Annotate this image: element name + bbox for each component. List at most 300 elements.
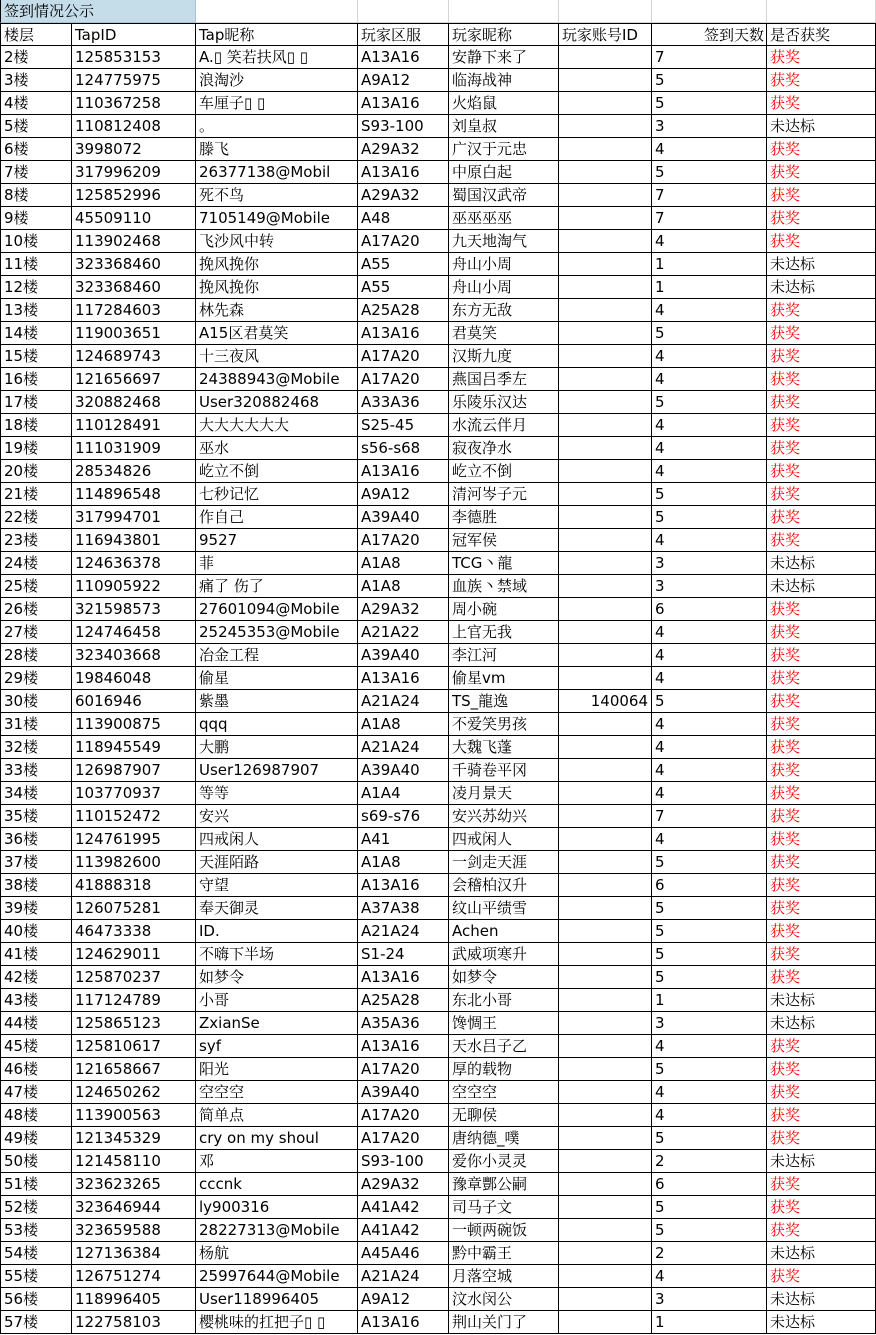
player-nickname-cell[interactable]: 大魏飞蓬 <box>449 736 559 759</box>
account-id-cell[interactable] <box>559 276 652 299</box>
tapid-cell[interactable]: 126987907 <box>72 759 196 782</box>
checkin-days-cell[interactable]: 4 <box>652 345 767 368</box>
tap-nickname-cell[interactable]: 杨航 <box>196 1242 358 1265</box>
tapid-cell[interactable]: 323368460 <box>72 276 196 299</box>
account-id-cell[interactable] <box>559 1173 652 1196</box>
player-nickname-cell[interactable]: 冠军侯 <box>449 529 559 552</box>
player-nickname-cell[interactable]: 一顿两碗饭 <box>449 1219 559 1242</box>
floor-cell[interactable]: 16楼 <box>0 368 72 391</box>
player-nickname-cell[interactable]: 燕国吕季左 <box>449 368 559 391</box>
floor-cell[interactable]: 45楼 <box>0 1035 72 1058</box>
account-id-cell[interactable] <box>559 828 652 851</box>
tapid-cell[interactable]: 124650262 <box>72 1081 196 1104</box>
account-id-cell[interactable] <box>559 115 652 138</box>
award-status-cell[interactable]: 未达标 <box>767 575 876 598</box>
tapid-cell[interactable]: 323368460 <box>72 253 196 276</box>
tapid-cell[interactable]: 113902468 <box>72 230 196 253</box>
player-nickname-cell[interactable]: 会稽柏汉升 <box>449 874 559 897</box>
empty-cell[interactable] <box>767 0 876 23</box>
server-cell[interactable]: A17A20 <box>358 230 449 253</box>
checkin-days-cell[interactable]: 7 <box>652 207 767 230</box>
tapid-cell[interactable]: 122758103 <box>72 1311 196 1334</box>
award-status-cell[interactable]: 未达标 <box>767 552 876 575</box>
award-status-cell[interactable]: 获奖 <box>767 368 876 391</box>
award-status-cell[interactable]: 未达标 <box>767 1242 876 1265</box>
floor-cell[interactable]: 35楼 <box>0 805 72 828</box>
account-id-cell[interactable] <box>559 621 652 644</box>
server-cell[interactable]: A1A8 <box>358 713 449 736</box>
player-nickname-cell[interactable]: 空空空 <box>449 1081 559 1104</box>
floor-cell[interactable]: 54楼 <box>0 1242 72 1265</box>
tap-nickname-cell[interactable]: 菲 <box>196 552 358 575</box>
tap-nickname-cell[interactable]: 28227313@Mobile <box>196 1219 358 1242</box>
player-nickname-cell[interactable]: Achen <box>449 920 559 943</box>
floor-cell[interactable]: 49楼 <box>0 1127 72 1150</box>
player-nickname-cell[interactable]: 水流云伴月 <box>449 414 559 437</box>
server-cell[interactable]: S25-45 <box>358 414 449 437</box>
tap-nickname-cell[interactable]: cry on my shoul <box>196 1127 358 1150</box>
tap-nickname-cell[interactable]: 大鹏 <box>196 736 358 759</box>
server-cell[interactable]: A29A32 <box>358 598 449 621</box>
account-id-cell[interactable] <box>559 782 652 805</box>
account-id-cell[interactable] <box>559 69 652 92</box>
account-id-cell[interactable] <box>559 161 652 184</box>
award-status-cell[interactable]: 获奖 <box>767 1058 876 1081</box>
column-header-checkin-days[interactable]: 签到天数 <box>652 23 767 46</box>
account-id-cell[interactable] <box>559 1081 652 1104</box>
player-nickname-cell[interactable]: 一剑走天涯 <box>449 851 559 874</box>
player-nickname-cell[interactable]: 司马子文 <box>449 1196 559 1219</box>
tap-nickname-cell[interactable]: 奉天御灵 <box>196 897 358 920</box>
player-nickname-cell[interactable]: TCG丶龍 <box>449 552 559 575</box>
account-id-cell[interactable] <box>559 966 652 989</box>
checkin-days-cell[interactable]: 4 <box>652 460 767 483</box>
checkin-days-cell[interactable]: 4 <box>652 437 767 460</box>
server-cell[interactable]: S1-24 <box>358 943 449 966</box>
server-cell[interactable]: A25A28 <box>358 299 449 322</box>
player-nickname-cell[interactable]: 天水吕子乙 <box>449 1035 559 1058</box>
tap-nickname-cell[interactable]: 冶金工程 <box>196 644 358 667</box>
checkin-days-cell[interactable]: 5 <box>652 391 767 414</box>
account-id-cell[interactable] <box>559 529 652 552</box>
checkin-days-cell[interactable]: 4 <box>652 1104 767 1127</box>
account-id-cell[interactable] <box>559 644 652 667</box>
checkin-days-cell[interactable]: 3 <box>652 115 767 138</box>
floor-cell[interactable]: 12楼 <box>0 276 72 299</box>
account-id-cell[interactable] <box>559 184 652 207</box>
tap-nickname-cell[interactable]: 巫水 <box>196 437 358 460</box>
award-status-cell[interactable]: 获奖 <box>767 345 876 368</box>
tapid-cell[interactable]: 110812408 <box>72 115 196 138</box>
tap-nickname-cell[interactable]: 。 <box>196 115 358 138</box>
account-id-cell[interactable] <box>559 874 652 897</box>
floor-cell[interactable]: 39楼 <box>0 897 72 920</box>
floor-cell[interactable]: 36楼 <box>0 828 72 851</box>
tapid-cell[interactable]: 323623265 <box>72 1173 196 1196</box>
server-cell[interactable]: A39A40 <box>358 759 449 782</box>
floor-cell[interactable]: 48楼 <box>0 1104 72 1127</box>
award-status-cell[interactable]: 获奖 <box>767 644 876 667</box>
server-cell[interactable]: A1A8 <box>358 575 449 598</box>
tap-nickname-cell[interactable]: 如梦令 <box>196 966 358 989</box>
player-nickname-cell[interactable]: 上官无我 <box>449 621 559 644</box>
account-id-cell[interactable] <box>559 920 652 943</box>
checkin-days-cell[interactable]: 4 <box>652 736 767 759</box>
checkin-days-cell[interactable]: 4 <box>652 1081 767 1104</box>
tap-nickname-cell[interactable]: 25997644@Mobile <box>196 1265 358 1288</box>
tap-nickname-cell[interactable]: User320882468 <box>196 391 358 414</box>
floor-cell[interactable]: 22楼 <box>0 506 72 529</box>
tap-nickname-cell[interactable]: 简单点 <box>196 1104 358 1127</box>
tap-nickname-cell[interactable]: 27601094@Mobile <box>196 598 358 621</box>
checkin-days-cell[interactable]: 4 <box>652 138 767 161</box>
floor-cell[interactable]: 25楼 <box>0 575 72 598</box>
checkin-days-cell[interactable]: 5 <box>652 966 767 989</box>
tapid-cell[interactable]: 3998072 <box>72 138 196 161</box>
player-nickname-cell[interactable]: 寂夜净水 <box>449 437 559 460</box>
award-status-cell[interactable]: 获奖 <box>767 621 876 644</box>
player-nickname-cell[interactable]: 月落空城 <box>449 1265 559 1288</box>
tap-nickname-cell[interactable]: 七秒记忆 <box>196 483 358 506</box>
floor-cell[interactable]: 33楼 <box>0 759 72 782</box>
tapid-cell[interactable]: 113900563 <box>72 1104 196 1127</box>
checkin-days-cell[interactable]: 4 <box>652 782 767 805</box>
award-status-cell[interactable]: 获奖 <box>767 414 876 437</box>
floor-cell[interactable]: 51楼 <box>0 1173 72 1196</box>
server-cell[interactable]: A37A38 <box>358 897 449 920</box>
tap-nickname-cell[interactable]: 等等 <box>196 782 358 805</box>
server-cell[interactable]: A35A36 <box>358 1012 449 1035</box>
empty-cell[interactable] <box>652 0 767 23</box>
column-header-account-id[interactable]: 玩家账号ID <box>559 23 652 46</box>
server-cell[interactable]: A33A36 <box>358 391 449 414</box>
award-status-cell[interactable]: 获奖 <box>767 851 876 874</box>
checkin-days-cell[interactable]: 5 <box>652 920 767 943</box>
checkin-days-cell[interactable]: 5 <box>652 92 767 115</box>
tapid-cell[interactable]: 46473338 <box>72 920 196 943</box>
tap-nickname-cell[interactable]: A15区君莫笑 <box>196 322 358 345</box>
tapid-cell[interactable]: 119003651 <box>72 322 196 345</box>
checkin-days-cell[interactable]: 7 <box>652 805 767 828</box>
server-cell[interactable]: A13A16 <box>358 92 449 115</box>
award-status-cell[interactable]: 获奖 <box>767 1081 876 1104</box>
tapid-cell[interactable]: 124636378 <box>72 552 196 575</box>
floor-cell[interactable]: 6楼 <box>0 138 72 161</box>
tap-nickname-cell[interactable]: 偷星 <box>196 667 358 690</box>
server-cell[interactable]: A21A24 <box>358 690 449 713</box>
award-status-cell[interactable]: 获奖 <box>767 69 876 92</box>
tap-nickname-cell[interactable]: 车厘子▯ ▯ <box>196 92 358 115</box>
checkin-days-cell[interactable]: 3 <box>652 552 767 575</box>
player-nickname-cell[interactable]: 巫巫巫巫 <box>449 207 559 230</box>
checkin-days-cell[interactable]: 5 <box>652 690 767 713</box>
checkin-days-cell[interactable]: 2 <box>652 1242 767 1265</box>
tapid-cell[interactable]: 28534826 <box>72 460 196 483</box>
account-id-cell[interactable] <box>559 575 652 598</box>
award-status-cell[interactable]: 未达标 <box>767 1150 876 1173</box>
account-id-cell[interactable] <box>559 1219 652 1242</box>
server-cell[interactable]: A21A24 <box>358 920 449 943</box>
tapid-cell[interactable]: 125865123 <box>72 1012 196 1035</box>
checkin-days-cell[interactable]: 4 <box>652 414 767 437</box>
player-nickname-cell[interactable]: 东方无敌 <box>449 299 559 322</box>
tap-nickname-cell[interactable]: 挽风挽你 <box>196 276 358 299</box>
server-cell[interactable]: A55 <box>358 276 449 299</box>
server-cell[interactable]: A1A8 <box>358 552 449 575</box>
floor-cell[interactable]: 8楼 <box>0 184 72 207</box>
account-id-cell[interactable] <box>559 1242 652 1265</box>
player-nickname-cell[interactable]: 千骑卷平冈 <box>449 759 559 782</box>
server-cell[interactable]: A13A16 <box>358 46 449 69</box>
tap-nickname-cell[interactable]: 安兴 <box>196 805 358 828</box>
floor-cell[interactable]: 2楼 <box>0 46 72 69</box>
server-cell[interactable]: A17A20 <box>358 1104 449 1127</box>
player-nickname-cell[interactable]: 舟山小周 <box>449 253 559 276</box>
player-nickname-cell[interactable]: 豫章酆公嗣 <box>449 1173 559 1196</box>
account-id-cell[interactable] <box>559 138 652 161</box>
player-nickname-cell[interactable]: 李江河 <box>449 644 559 667</box>
server-cell[interactable]: A29A32 <box>358 138 449 161</box>
award-status-cell[interactable]: 获奖 <box>767 46 876 69</box>
account-id-cell[interactable] <box>559 46 652 69</box>
floor-cell[interactable]: 41楼 <box>0 943 72 966</box>
tap-nickname-cell[interactable]: cccnk <box>196 1173 358 1196</box>
account-id-cell[interactable] <box>559 667 652 690</box>
award-status-cell[interactable]: 未达标 <box>767 115 876 138</box>
checkin-days-cell[interactable]: 4 <box>652 644 767 667</box>
player-nickname-cell[interactable]: 荆山关门了 <box>449 1311 559 1334</box>
account-id-cell[interactable] <box>559 1035 652 1058</box>
floor-cell[interactable]: 56楼 <box>0 1288 72 1311</box>
floor-cell[interactable]: 43楼 <box>0 989 72 1012</box>
server-cell[interactable]: A1A4 <box>358 782 449 805</box>
checkin-days-cell[interactable]: 5 <box>652 1219 767 1242</box>
floor-cell[interactable]: 34楼 <box>0 782 72 805</box>
award-status-cell[interactable]: 获奖 <box>767 1173 876 1196</box>
tapid-cell[interactable]: 323659588 <box>72 1219 196 1242</box>
player-nickname-cell[interactable]: 不爱笑男孩 <box>449 713 559 736</box>
checkin-days-cell[interactable]: 5 <box>652 851 767 874</box>
account-id-cell[interactable] <box>559 483 652 506</box>
tap-nickname-cell[interactable]: 飞沙风中转 <box>196 230 358 253</box>
tapid-cell[interactable]: 124629011 <box>72 943 196 966</box>
player-nickname-cell[interactable]: 偷星vm <box>449 667 559 690</box>
server-cell[interactable]: A13A16 <box>358 874 449 897</box>
tapid-cell[interactable]: 127136384 <box>72 1242 196 1265</box>
floor-cell[interactable]: 46楼 <box>0 1058 72 1081</box>
award-status-cell[interactable]: 获奖 <box>767 230 876 253</box>
empty-cell[interactable] <box>196 0 358 23</box>
floor-cell[interactable]: 18楼 <box>0 414 72 437</box>
tapid-cell[interactable]: 121656697 <box>72 368 196 391</box>
award-status-cell[interactable]: 获奖 <box>767 1104 876 1127</box>
award-status-cell[interactable]: 获奖 <box>767 437 876 460</box>
award-status-cell[interactable]: 获奖 <box>767 690 876 713</box>
checkin-days-cell[interactable]: 5 <box>652 161 767 184</box>
checkin-days-cell[interactable]: 5 <box>652 322 767 345</box>
account-id-cell[interactable] <box>559 1058 652 1081</box>
account-id-cell[interactable] <box>559 1196 652 1219</box>
checkin-days-cell[interactable]: 5 <box>652 897 767 920</box>
account-id-cell[interactable] <box>559 805 652 828</box>
tapid-cell[interactable]: 118945549 <box>72 736 196 759</box>
account-id-cell[interactable] <box>559 322 652 345</box>
award-status-cell[interactable]: 获奖 <box>767 828 876 851</box>
award-status-cell[interactable]: 获奖 <box>767 299 876 322</box>
tap-nickname-cell[interactable]: 9527 <box>196 529 358 552</box>
checkin-days-cell[interactable]: 4 <box>652 368 767 391</box>
player-nickname-cell[interactable]: 乐陵乐汉达 <box>449 391 559 414</box>
checkin-days-cell[interactable]: 4 <box>652 759 767 782</box>
checkin-days-cell[interactable]: 6 <box>652 874 767 897</box>
server-cell[interactable]: A25A28 <box>358 989 449 1012</box>
server-cell[interactable]: A13A16 <box>358 161 449 184</box>
player-nickname-cell[interactable]: 武威项寒升 <box>449 943 559 966</box>
award-status-cell[interactable]: 未达标 <box>767 276 876 299</box>
tap-nickname-cell[interactable]: ID. <box>196 920 358 943</box>
checkin-days-cell[interactable]: 2 <box>652 1150 767 1173</box>
player-nickname-cell[interactable]: 唐纳德_噗 <box>449 1127 559 1150</box>
player-nickname-cell[interactable]: 馋惆王 <box>449 1012 559 1035</box>
tapid-cell[interactable]: 6016946 <box>72 690 196 713</box>
award-status-cell[interactable]: 未达标 <box>767 1012 876 1035</box>
player-nickname-cell[interactable]: 中原白起 <box>449 161 559 184</box>
server-cell[interactable]: A13A16 <box>358 322 449 345</box>
tapid-cell[interactable]: 117124789 <box>72 989 196 1012</box>
empty-cell[interactable] <box>449 0 559 23</box>
floor-cell[interactable]: 38楼 <box>0 874 72 897</box>
award-status-cell[interactable]: 获奖 <box>767 322 876 345</box>
award-status-cell[interactable]: 未达标 <box>767 253 876 276</box>
empty-cell[interactable] <box>559 0 652 23</box>
tapid-cell[interactable]: 317994701 <box>72 506 196 529</box>
floor-cell[interactable]: 42楼 <box>0 966 72 989</box>
server-cell[interactable]: A13A16 <box>358 1311 449 1334</box>
floor-cell[interactable]: 50楼 <box>0 1150 72 1173</box>
server-cell[interactable]: A39A40 <box>358 644 449 667</box>
floor-cell[interactable]: 27楼 <box>0 621 72 644</box>
tapid-cell[interactable]: 125852996 <box>72 184 196 207</box>
tapid-cell[interactable]: 117284603 <box>72 299 196 322</box>
checkin-days-cell[interactable]: 1 <box>652 989 767 1012</box>
server-cell[interactable]: A21A24 <box>358 1265 449 1288</box>
checkin-days-cell[interactable]: 6 <box>652 598 767 621</box>
award-status-cell[interactable]: 获奖 <box>767 966 876 989</box>
award-status-cell[interactable]: 获奖 <box>767 667 876 690</box>
column-header-tapid[interactable]: TapID <box>72 23 196 46</box>
checkin-days-cell[interactable]: 5 <box>652 69 767 92</box>
tap-nickname-cell[interactable]: 樱桃味的扛把子▯ ▯ <box>196 1311 358 1334</box>
award-status-cell[interactable]: 获奖 <box>767 506 876 529</box>
floor-cell[interactable]: 52楼 <box>0 1196 72 1219</box>
award-status-cell[interactable]: 获奖 <box>767 897 876 920</box>
player-nickname-cell[interactable]: 爱你小灵灵 <box>449 1150 559 1173</box>
checkin-days-cell[interactable]: 5 <box>652 943 767 966</box>
floor-cell[interactable]: 55楼 <box>0 1265 72 1288</box>
floor-cell[interactable]: 19楼 <box>0 437 72 460</box>
floor-cell[interactable]: 23楼 <box>0 529 72 552</box>
checkin-days-cell[interactable]: 5 <box>652 483 767 506</box>
award-status-cell[interactable]: 获奖 <box>767 1035 876 1058</box>
tapid-cell[interactable]: 124689743 <box>72 345 196 368</box>
floor-cell[interactable]: 29楼 <box>0 667 72 690</box>
tap-nickname-cell[interactable]: 邓 <box>196 1150 358 1173</box>
tap-nickname-cell[interactable]: 挽风挽你 <box>196 253 358 276</box>
account-id-cell[interactable] <box>559 1311 652 1334</box>
player-nickname-cell[interactable]: 东北小哥 <box>449 989 559 1012</box>
checkin-days-cell[interactable]: 3 <box>652 1288 767 1311</box>
player-nickname-cell[interactable]: 君莫笑 <box>449 322 559 345</box>
tapid-cell[interactable]: 118996405 <box>72 1288 196 1311</box>
tap-nickname-cell[interactable]: 不嗨下半场 <box>196 943 358 966</box>
award-status-cell[interactable]: 获奖 <box>767 943 876 966</box>
checkin-days-cell[interactable]: 7 <box>652 184 767 207</box>
tapid-cell[interactable]: 116943801 <box>72 529 196 552</box>
player-nickname-cell[interactable]: 火焰鼠 <box>449 92 559 115</box>
checkin-days-cell[interactable]: 6 <box>652 1173 767 1196</box>
tap-nickname-cell[interactable]: 死不鸟 <box>196 184 358 207</box>
player-nickname-cell[interactable]: 蜀国汉武帝 <box>449 184 559 207</box>
player-nickname-cell[interactable]: 广汉于元忠 <box>449 138 559 161</box>
floor-cell[interactable]: 24楼 <box>0 552 72 575</box>
player-nickname-cell[interactable]: 屹立不倒 <box>449 460 559 483</box>
server-cell[interactable]: A17A20 <box>358 345 449 368</box>
award-status-cell[interactable]: 获奖 <box>767 874 876 897</box>
player-nickname-cell[interactable]: 九天地淘气 <box>449 230 559 253</box>
checkin-days-cell[interactable]: 4 <box>652 667 767 690</box>
checkin-days-cell[interactable]: 4 <box>652 828 767 851</box>
checkin-days-cell[interactable]: 5 <box>652 1127 767 1150</box>
account-id-cell[interactable] <box>559 1127 652 1150</box>
tapid-cell[interactable]: 124746458 <box>72 621 196 644</box>
tap-nickname-cell[interactable]: syf <box>196 1035 358 1058</box>
account-id-cell[interactable]: 140064 <box>559 690 652 713</box>
tap-nickname-cell[interactable]: 小哥 <box>196 989 358 1012</box>
server-cell[interactable]: A21A22 <box>358 621 449 644</box>
tapid-cell[interactable]: 125870237 <box>72 966 196 989</box>
award-status-cell[interactable]: 获奖 <box>767 805 876 828</box>
server-cell[interactable]: A39A40 <box>358 1081 449 1104</box>
floor-cell[interactable]: 17楼 <box>0 391 72 414</box>
tap-nickname-cell[interactable]: 25245353@Mobile <box>196 621 358 644</box>
server-cell[interactable]: A13A16 <box>358 1035 449 1058</box>
award-status-cell[interactable]: 获奖 <box>767 1219 876 1242</box>
server-cell[interactable]: A9A12 <box>358 1288 449 1311</box>
floor-cell[interactable]: 37楼 <box>0 851 72 874</box>
account-id-cell[interactable] <box>559 230 652 253</box>
award-status-cell[interactable]: 获奖 <box>767 1265 876 1288</box>
checkin-days-cell[interactable]: 5 <box>652 1058 767 1081</box>
player-nickname-cell[interactable]: 李德胜 <box>449 506 559 529</box>
award-status-cell[interactable]: 获奖 <box>767 598 876 621</box>
checkin-days-cell[interactable]: 1 <box>652 276 767 299</box>
account-id-cell[interactable] <box>559 506 652 529</box>
award-status-cell[interactable]: 获奖 <box>767 920 876 943</box>
floor-cell[interactable]: 15楼 <box>0 345 72 368</box>
tapid-cell[interactable]: 323646944 <box>72 1196 196 1219</box>
floor-cell[interactable]: 30楼 <box>0 690 72 713</box>
server-cell[interactable]: A13A16 <box>358 667 449 690</box>
floor-cell[interactable]: 5楼 <box>0 115 72 138</box>
award-status-cell[interactable]: 获奖 <box>767 460 876 483</box>
tap-nickname-cell[interactable]: 滕飞 <box>196 138 358 161</box>
server-cell[interactable]: A17A20 <box>358 1127 449 1150</box>
tapid-cell[interactable]: 317996209 <box>72 161 196 184</box>
account-id-cell[interactable] <box>559 207 652 230</box>
server-cell[interactable]: S93-100 <box>358 1150 449 1173</box>
player-nickname-cell[interactable]: TS_龍逸 <box>449 690 559 713</box>
tap-nickname-cell[interactable]: 空空空 <box>196 1081 358 1104</box>
